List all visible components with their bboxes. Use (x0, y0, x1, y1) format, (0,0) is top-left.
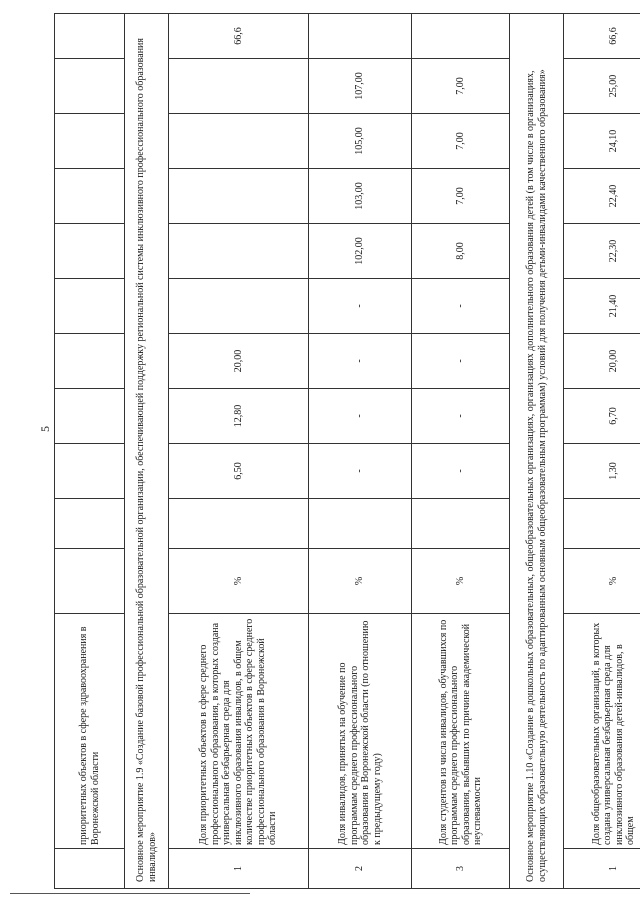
value-cell: 7,00 (412, 114, 510, 169)
page-number: 5 (38, 426, 52, 432)
unit-cell: % (169, 549, 309, 614)
value-cell: 66,6 (169, 14, 309, 59)
value-cell: 7,00 (412, 59, 510, 114)
value-cell (564, 499, 640, 549)
value-cell: 102,00 (309, 224, 412, 279)
value-cell (412, 499, 510, 549)
value-cell (169, 59, 309, 114)
row-number: 1 (564, 849, 640, 889)
value-cell: - (412, 334, 510, 389)
value-cell (309, 14, 412, 59)
section-title: Основное мероприятие 1.9 «Создание базовой профессиональной образовательной организации, обеспечивающей поддержку региональной системы инклюзивного профессионального образования инвалидов» (125, 14, 169, 889)
value-cell (169, 279, 309, 334)
value-cell: - (412, 444, 510, 499)
indicator-name: Доля общеобразовательных организаций, в которых создана универсальная безбарьерная среда для инклюзивного образования детей-инвалидов, в общем (564, 614, 640, 849)
value-cell (169, 499, 309, 549)
unit-cell: % (412, 549, 510, 614)
row-number: 3 (412, 849, 510, 889)
value-cell: 8,00 (412, 224, 510, 279)
value-cell: 22,30 (564, 224, 640, 279)
indicator-name: Доля приоритетных объектов в сфере среднего профессионального образования, в которых создана универсальная безбарьерная среда для инклюзивного образования инвалидов, в общем количестве приоритетных объектов в сфере среднего профессионального образования в Воронежской области (169, 614, 309, 849)
table-row (412, 14, 510, 889)
value-cell (169, 169, 309, 224)
table-row (169, 14, 309, 889)
name-cell: приоритетных объектов в сфере здравоохранения в Воронежской области (55, 614, 125, 849)
indicators-table (54, 13, 640, 889)
value-cell (309, 499, 412, 549)
row-number: 1 (169, 849, 309, 889)
unit-cell: % (564, 549, 640, 614)
footer-rule (10, 893, 250, 894)
value-cell: - (309, 334, 412, 389)
value-cell: 1,30 (564, 444, 640, 499)
value-cell: - (309, 279, 412, 334)
value-cell: 6,70 (564, 389, 640, 444)
value-cell: 6,50 (169, 444, 309, 499)
indicator-name: Доля студентов из числа инвалидов, обучавшихся по программам среднего профессионального образования, выбывших по причине академической неуспеваемости (412, 614, 510, 849)
value-cell: 21,40 (564, 279, 640, 334)
value-cell: 24,10 (564, 114, 640, 169)
value-cell: 105,00 (309, 114, 412, 169)
section-header-row (125, 14, 169, 889)
value-cell: - (309, 444, 412, 499)
value-cell: 12,80 (169, 389, 309, 444)
unit-cell: % (309, 549, 412, 614)
rotated-table-page (54, 14, 636, 889)
value-cell: 107,00 (309, 59, 412, 114)
value-cell (169, 224, 309, 279)
value-cell: 22,40 (564, 169, 640, 224)
value-cell: 7,00 (412, 169, 510, 224)
indicator-name: Доля инвалидов, принятых на обучение по программам среднего профессионального образования в Воронежской области (по отношению к предыдущему году) (309, 614, 412, 849)
num-cell (55, 849, 125, 889)
table-row (309, 14, 412, 889)
value-cell (412, 14, 510, 59)
section-header-row (510, 14, 564, 889)
table-row (564, 14, 640, 889)
table-row (55, 14, 125, 889)
value-cell: - (412, 389, 510, 444)
row-number: 2 (309, 849, 412, 889)
value-cell: - (309, 389, 412, 444)
value-cell: 20,00 (169, 334, 309, 389)
value-cell (169, 114, 309, 169)
value-cell: 66,6 (564, 14, 640, 59)
value-cell: - (412, 279, 510, 334)
value-cell: 25,00 (564, 59, 640, 114)
value-cell: 103,00 (309, 169, 412, 224)
section-title: Основное мероприятие 1.10 «Создание в дошкольных образовательных, общеобразовательных организациях, организациях дополнительного образования детей (в том числе в организациях, осуществляющих образовательную деятельность по адаптированным основным общеобразовательным программам) условий для получения детьми-инвалидами качественного образования» (510, 14, 564, 889)
value-cell: 20,00 (564, 334, 640, 389)
